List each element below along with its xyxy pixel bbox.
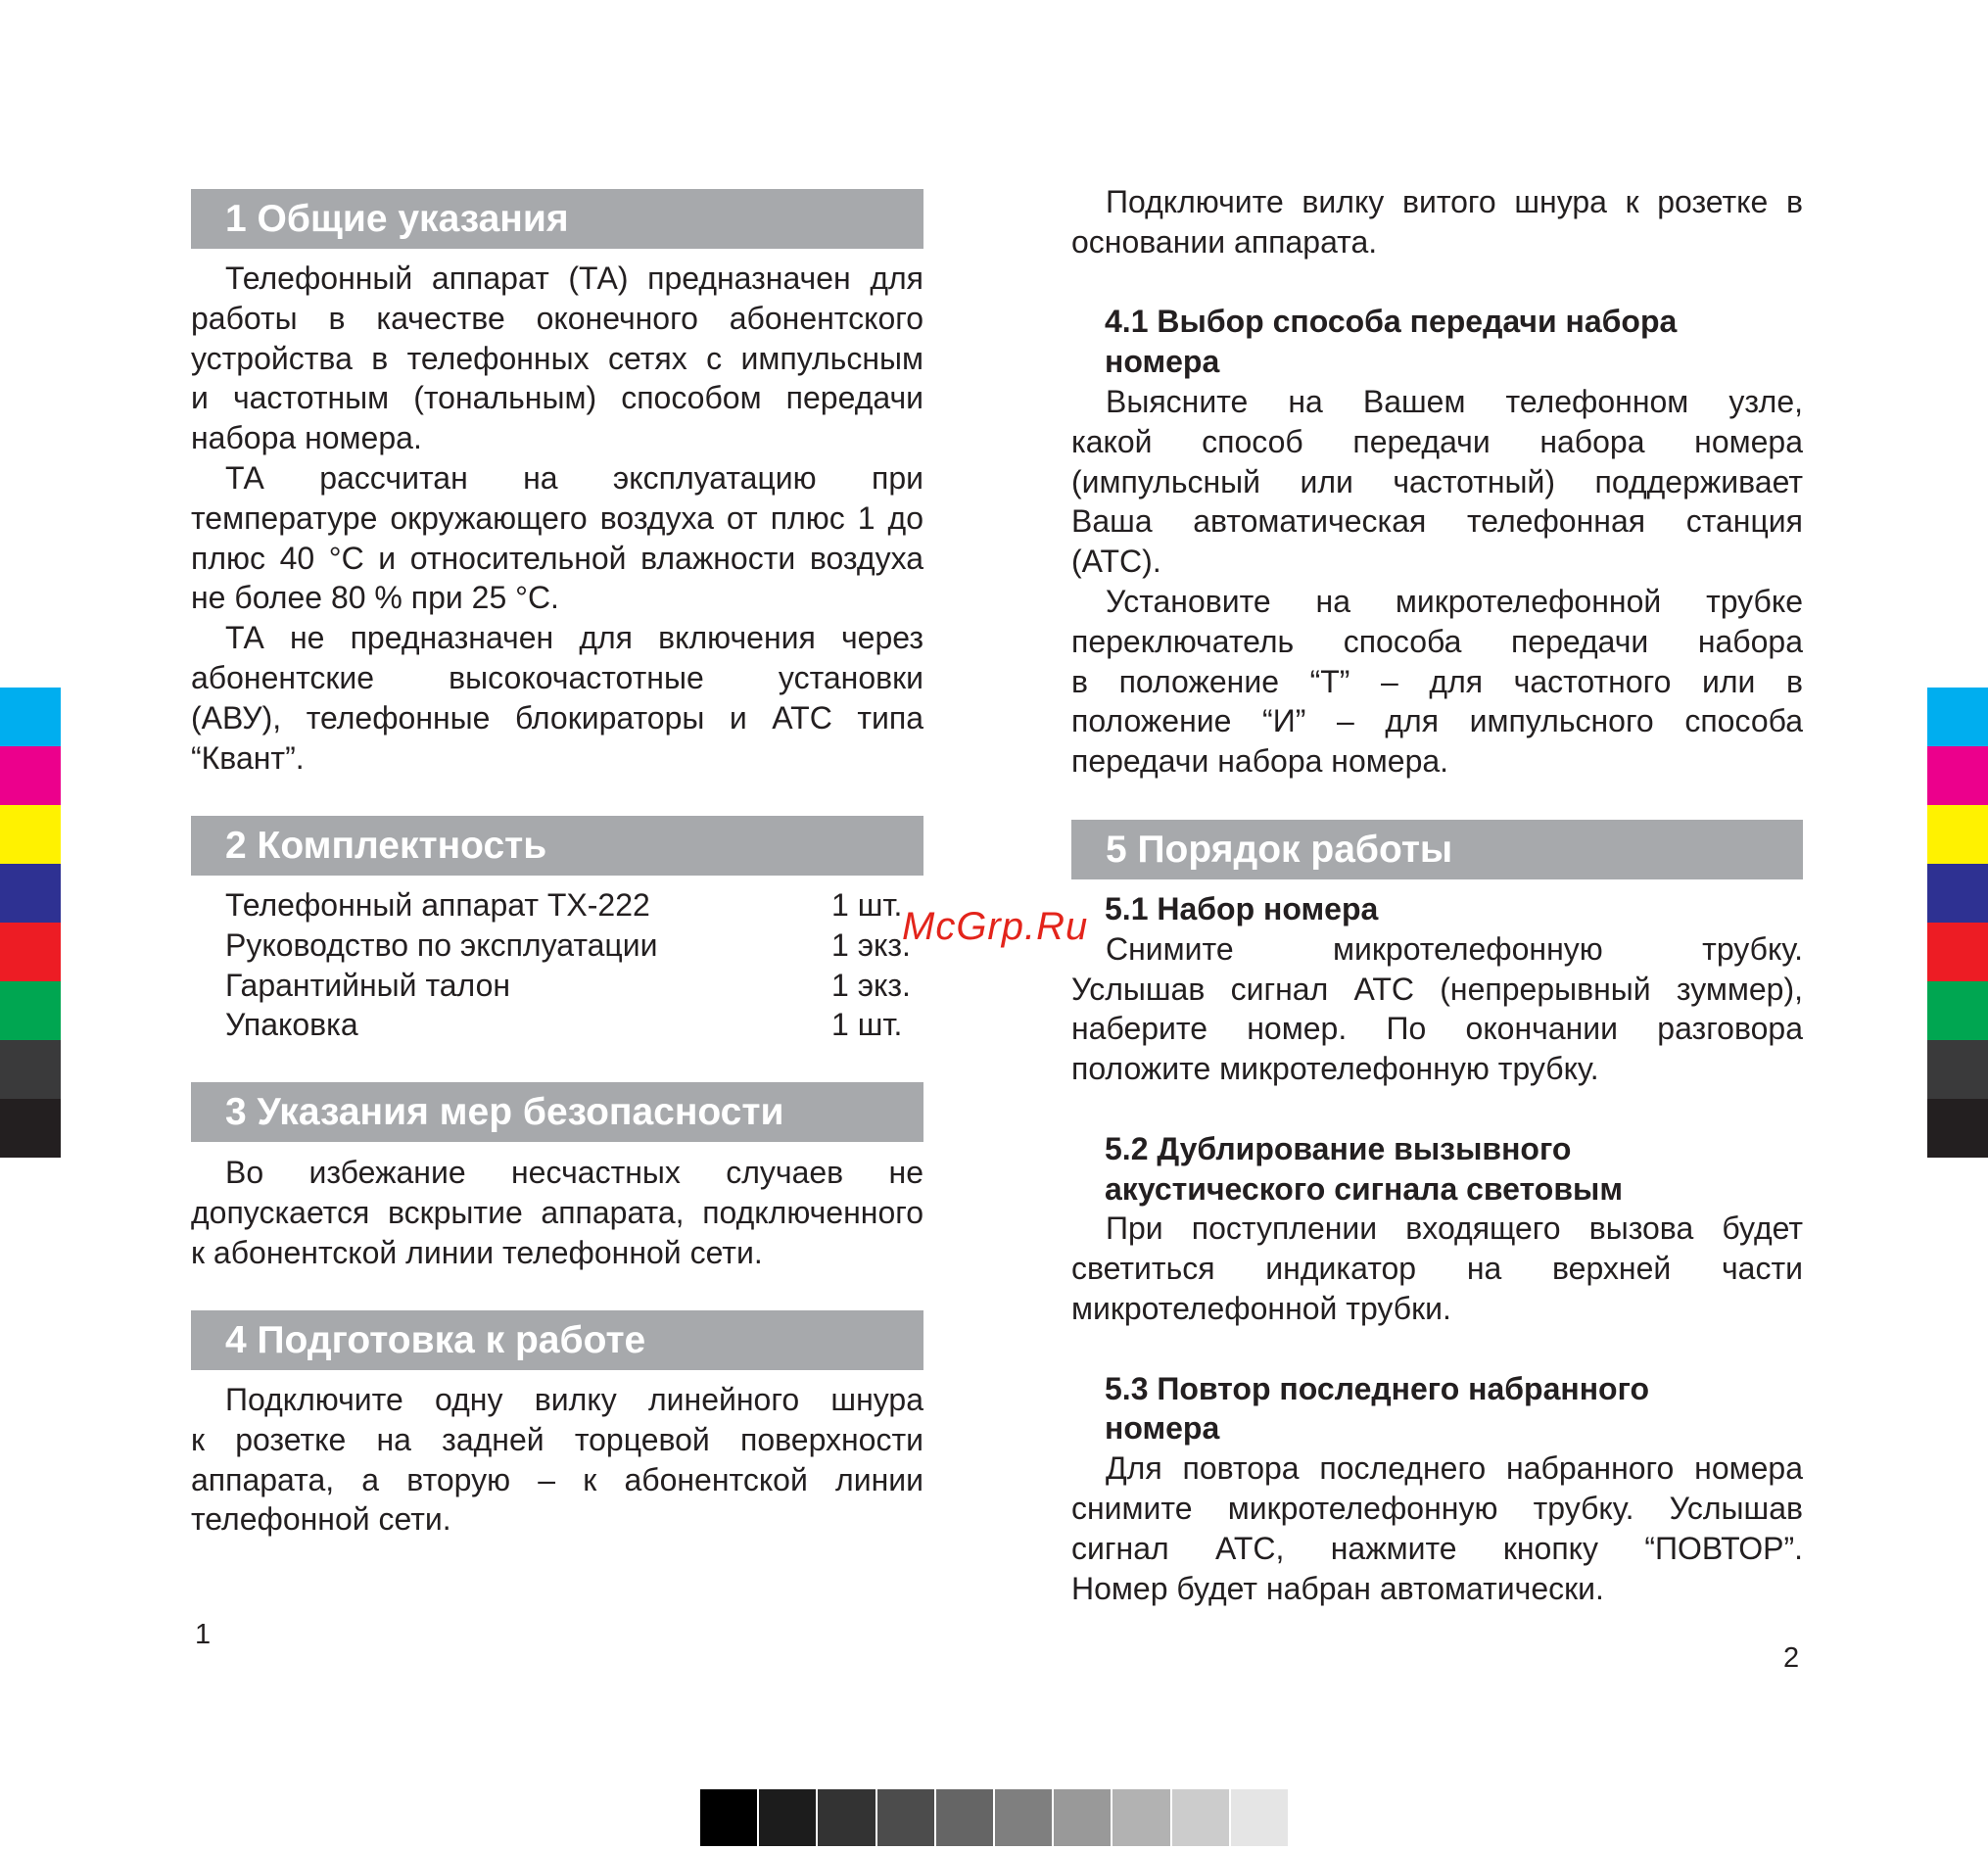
paragraph bbox=[1071, 382, 1803, 582]
gray-swatch bbox=[1231, 1789, 1288, 1846]
subheading bbox=[1071, 1129, 1803, 1210]
magenta-swatch bbox=[0, 746, 61, 805]
spacer bbox=[1071, 1089, 1803, 1129]
gray-swatch bbox=[877, 1789, 934, 1846]
text-line: Снимите микротелефонную трубку. bbox=[1106, 930, 1803, 967]
list-item bbox=[191, 926, 923, 966]
text-line: (импульсный или частотный) поддерживает bbox=[1071, 463, 1803, 499]
item-name: Гарантийный талон bbox=[225, 967, 511, 1003]
red-swatch bbox=[0, 923, 61, 981]
text-line: Для повтора последнего набранного номера bbox=[1106, 1450, 1803, 1487]
text-line: набора номера. bbox=[191, 420, 422, 456]
text-line: основании аппарата. bbox=[1071, 223, 1378, 260]
text-line: ТА не предназначен для включения через bbox=[225, 620, 923, 656]
text-line: “Квант”. bbox=[191, 739, 305, 776]
black-swatch bbox=[0, 1099, 61, 1158]
text-line: устройства в телефонных сетях с импульсным bbox=[191, 340, 923, 376]
section-body-safety bbox=[191, 1153, 923, 1272]
section-header-contents bbox=[191, 816, 923, 876]
section-body-preparation bbox=[191, 1380, 923, 1540]
section-header-safety bbox=[191, 1082, 923, 1142]
grayscale-strip bbox=[700, 1789, 1288, 1846]
paragraph bbox=[191, 1380, 923, 1540]
text-line: температуре окружающего воздуха от плюс 1 до bbox=[191, 499, 923, 536]
text-line: Услышав сигнал АТС (непрерывный зуммер), bbox=[1071, 971, 1803, 1007]
watermark: McGrp.Ru bbox=[902, 905, 1089, 948]
paragraph bbox=[1071, 929, 1803, 1089]
paragraph bbox=[1071, 1448, 1803, 1608]
text-line: и частотным (тональным) способом передачи bbox=[191, 380, 923, 416]
gray-swatch bbox=[700, 1789, 757, 1846]
text-line: снимите микротелефонную трубку. Услышав bbox=[1071, 1490, 1803, 1526]
blue-swatch bbox=[0, 864, 61, 923]
spacer bbox=[1071, 1329, 1803, 1369]
item-quantity: 1 шт. bbox=[831, 887, 903, 923]
color-bar-right bbox=[1927, 688, 1988, 1158]
gray-swatch bbox=[936, 1789, 993, 1846]
text-line: Ваша автоматическая телефонная станция bbox=[1071, 503, 1803, 540]
text-line: к розетке на задней торцевой поверхности bbox=[191, 1421, 923, 1457]
page-number-left: 1 bbox=[195, 1619, 212, 1650]
gray-swatch bbox=[1112, 1789, 1169, 1846]
text-line: Телефонный аппарат (ТА) предназначен для bbox=[225, 261, 923, 296]
section-title: 3 Указания мер безопасности bbox=[225, 1091, 784, 1133]
section-body-general bbox=[191, 259, 923, 778]
subheading bbox=[1071, 889, 1803, 929]
green-swatch bbox=[0, 981, 61, 1040]
paragraph bbox=[1071, 1209, 1803, 1328]
list-item bbox=[191, 885, 923, 926]
list-item bbox=[191, 1005, 923, 1045]
text-line: аппарата, а вторую – к абонентской линии bbox=[191, 1461, 923, 1497]
section-title: 5 Порядок работы bbox=[1106, 829, 1453, 871]
section-title: 4 Подготовка к работе bbox=[225, 1319, 646, 1361]
black-swatch bbox=[1927, 1099, 1988, 1158]
subheading-line: номера bbox=[1105, 1410, 1220, 1447]
green-swatch bbox=[1927, 981, 1988, 1040]
text-line: Номер будет набран автоматически. bbox=[1071, 1570, 1604, 1606]
gray-swatch bbox=[759, 1789, 816, 1846]
text-line: в положение “Т” – для частотного или в bbox=[1071, 663, 1803, 699]
magenta-swatch bbox=[1927, 746, 1988, 805]
text-line: абонентские высокочастотные установки bbox=[191, 659, 923, 695]
text-line: сигнал АТС, нажмите кнопку “ПОВТОР”. bbox=[1071, 1530, 1803, 1566]
spacer bbox=[1071, 262, 1803, 303]
gray-swatch bbox=[818, 1789, 875, 1846]
paragraph bbox=[1071, 182, 1803, 262]
section-body-preparation-continued bbox=[1071, 182, 1803, 782]
item-quantity: 1 экз. bbox=[831, 926, 911, 963]
section-title: 2 Комплектность bbox=[225, 825, 547, 867]
paragraph bbox=[191, 618, 923, 778]
text-line: телефонной сети. bbox=[191, 1501, 451, 1538]
text-line: положите микротелефонную трубку. bbox=[1071, 1051, 1599, 1087]
paragraph bbox=[191, 458, 923, 618]
color-bar-left bbox=[0, 688, 61, 1158]
item-quantity: 1 экз. bbox=[831, 967, 911, 1003]
gray-swatch bbox=[995, 1789, 1052, 1846]
text-line: микротелефонной трубки. bbox=[1071, 1290, 1451, 1326]
text-line: Подключите вилку витого шнура к розетке в bbox=[1106, 184, 1803, 219]
subheading-line: 4.1 Выбор способа передачи набора bbox=[1105, 304, 1678, 340]
subheading-line: 5.3 Повтор последнего набранного bbox=[1105, 1370, 1650, 1406]
paragraph bbox=[191, 259, 923, 458]
item-name: Упаковка bbox=[225, 1007, 358, 1043]
text-line: Выясните на Вашем телефонном узле, bbox=[1106, 383, 1803, 419]
dark-gray-swatch bbox=[1927, 1040, 1988, 1099]
text-line: (АТС). bbox=[1071, 544, 1161, 580]
section-header-preparation bbox=[191, 1310, 923, 1370]
text-line: работы в качестве оконечного абонентского bbox=[191, 300, 923, 336]
text-line: плюс 40 °С и относительной влажности воздуха bbox=[191, 540, 923, 576]
subheading bbox=[1071, 1369, 1803, 1449]
section-body-operation bbox=[1071, 889, 1803, 1608]
text-line: При поступлении входящего вызова будет bbox=[1106, 1210, 1803, 1247]
dark-gray-swatch bbox=[0, 1040, 61, 1099]
gray-swatch bbox=[1054, 1789, 1111, 1846]
blue-swatch bbox=[1927, 864, 1988, 923]
subheading bbox=[1071, 302, 1803, 382]
text-line: Установите на микротелефонной трубке bbox=[1106, 583, 1803, 619]
text-line: (АВУ), телефонные блокираторы и АТС типа bbox=[191, 699, 923, 736]
item-name: Руководство по эксплуатации bbox=[225, 926, 658, 963]
cyan-swatch bbox=[0, 688, 61, 746]
text-line: переключатель способа передачи набора bbox=[1071, 623, 1803, 659]
section-header-general bbox=[191, 189, 923, 249]
item-quantity: 1 шт. bbox=[831, 1007, 903, 1043]
text-line: передачи набора номера. bbox=[1071, 743, 1449, 780]
section-title: 1 Общие указания bbox=[225, 198, 569, 240]
subheading-line: 5.2 Дублирование вызывного bbox=[1105, 1130, 1572, 1166]
text-line: наберите номер. По окончании разговора bbox=[1071, 1011, 1803, 1047]
yellow-swatch bbox=[1927, 805, 1988, 864]
text-line: какой способ передачи набора номера bbox=[1071, 423, 1803, 459]
text-line: Во избежание несчастных случаев не bbox=[225, 1155, 923, 1190]
text-line: Подключите одну вилку линейного шнура bbox=[225, 1382, 923, 1417]
red-swatch bbox=[1927, 923, 1988, 981]
list-item bbox=[191, 966, 923, 1006]
page-number-right: 2 bbox=[1783, 1642, 1800, 1674]
text-line: допускается вскрытие аппарата, подключенного bbox=[191, 1194, 923, 1230]
text-line: положение “И” – для импульсного способа bbox=[1071, 703, 1803, 739]
subheading-line: акустического сигнала световым bbox=[1105, 1170, 1624, 1207]
section-header-operation bbox=[1071, 820, 1803, 879]
yellow-swatch bbox=[0, 805, 61, 864]
text-line: к абонентской линии телефонной сети. bbox=[191, 1234, 763, 1270]
text-line: не более 80 % при 25 °С. bbox=[191, 580, 559, 616]
item-name: Телефонный аппарат ТХ-222 bbox=[225, 887, 650, 923]
gray-swatch bbox=[1172, 1789, 1229, 1846]
subheading-line: 5.1 Набор номера bbox=[1105, 891, 1379, 926]
text-line: светиться индикатор на верхней части bbox=[1071, 1251, 1803, 1287]
subheading-line: номера bbox=[1105, 344, 1220, 380]
paragraph bbox=[1071, 582, 1803, 782]
cyan-swatch bbox=[1927, 688, 1988, 746]
paragraph bbox=[191, 1153, 923, 1272]
text-line: ТА рассчитан на эксплуатацию при bbox=[225, 459, 923, 496]
contents-list bbox=[191, 885, 923, 1045]
